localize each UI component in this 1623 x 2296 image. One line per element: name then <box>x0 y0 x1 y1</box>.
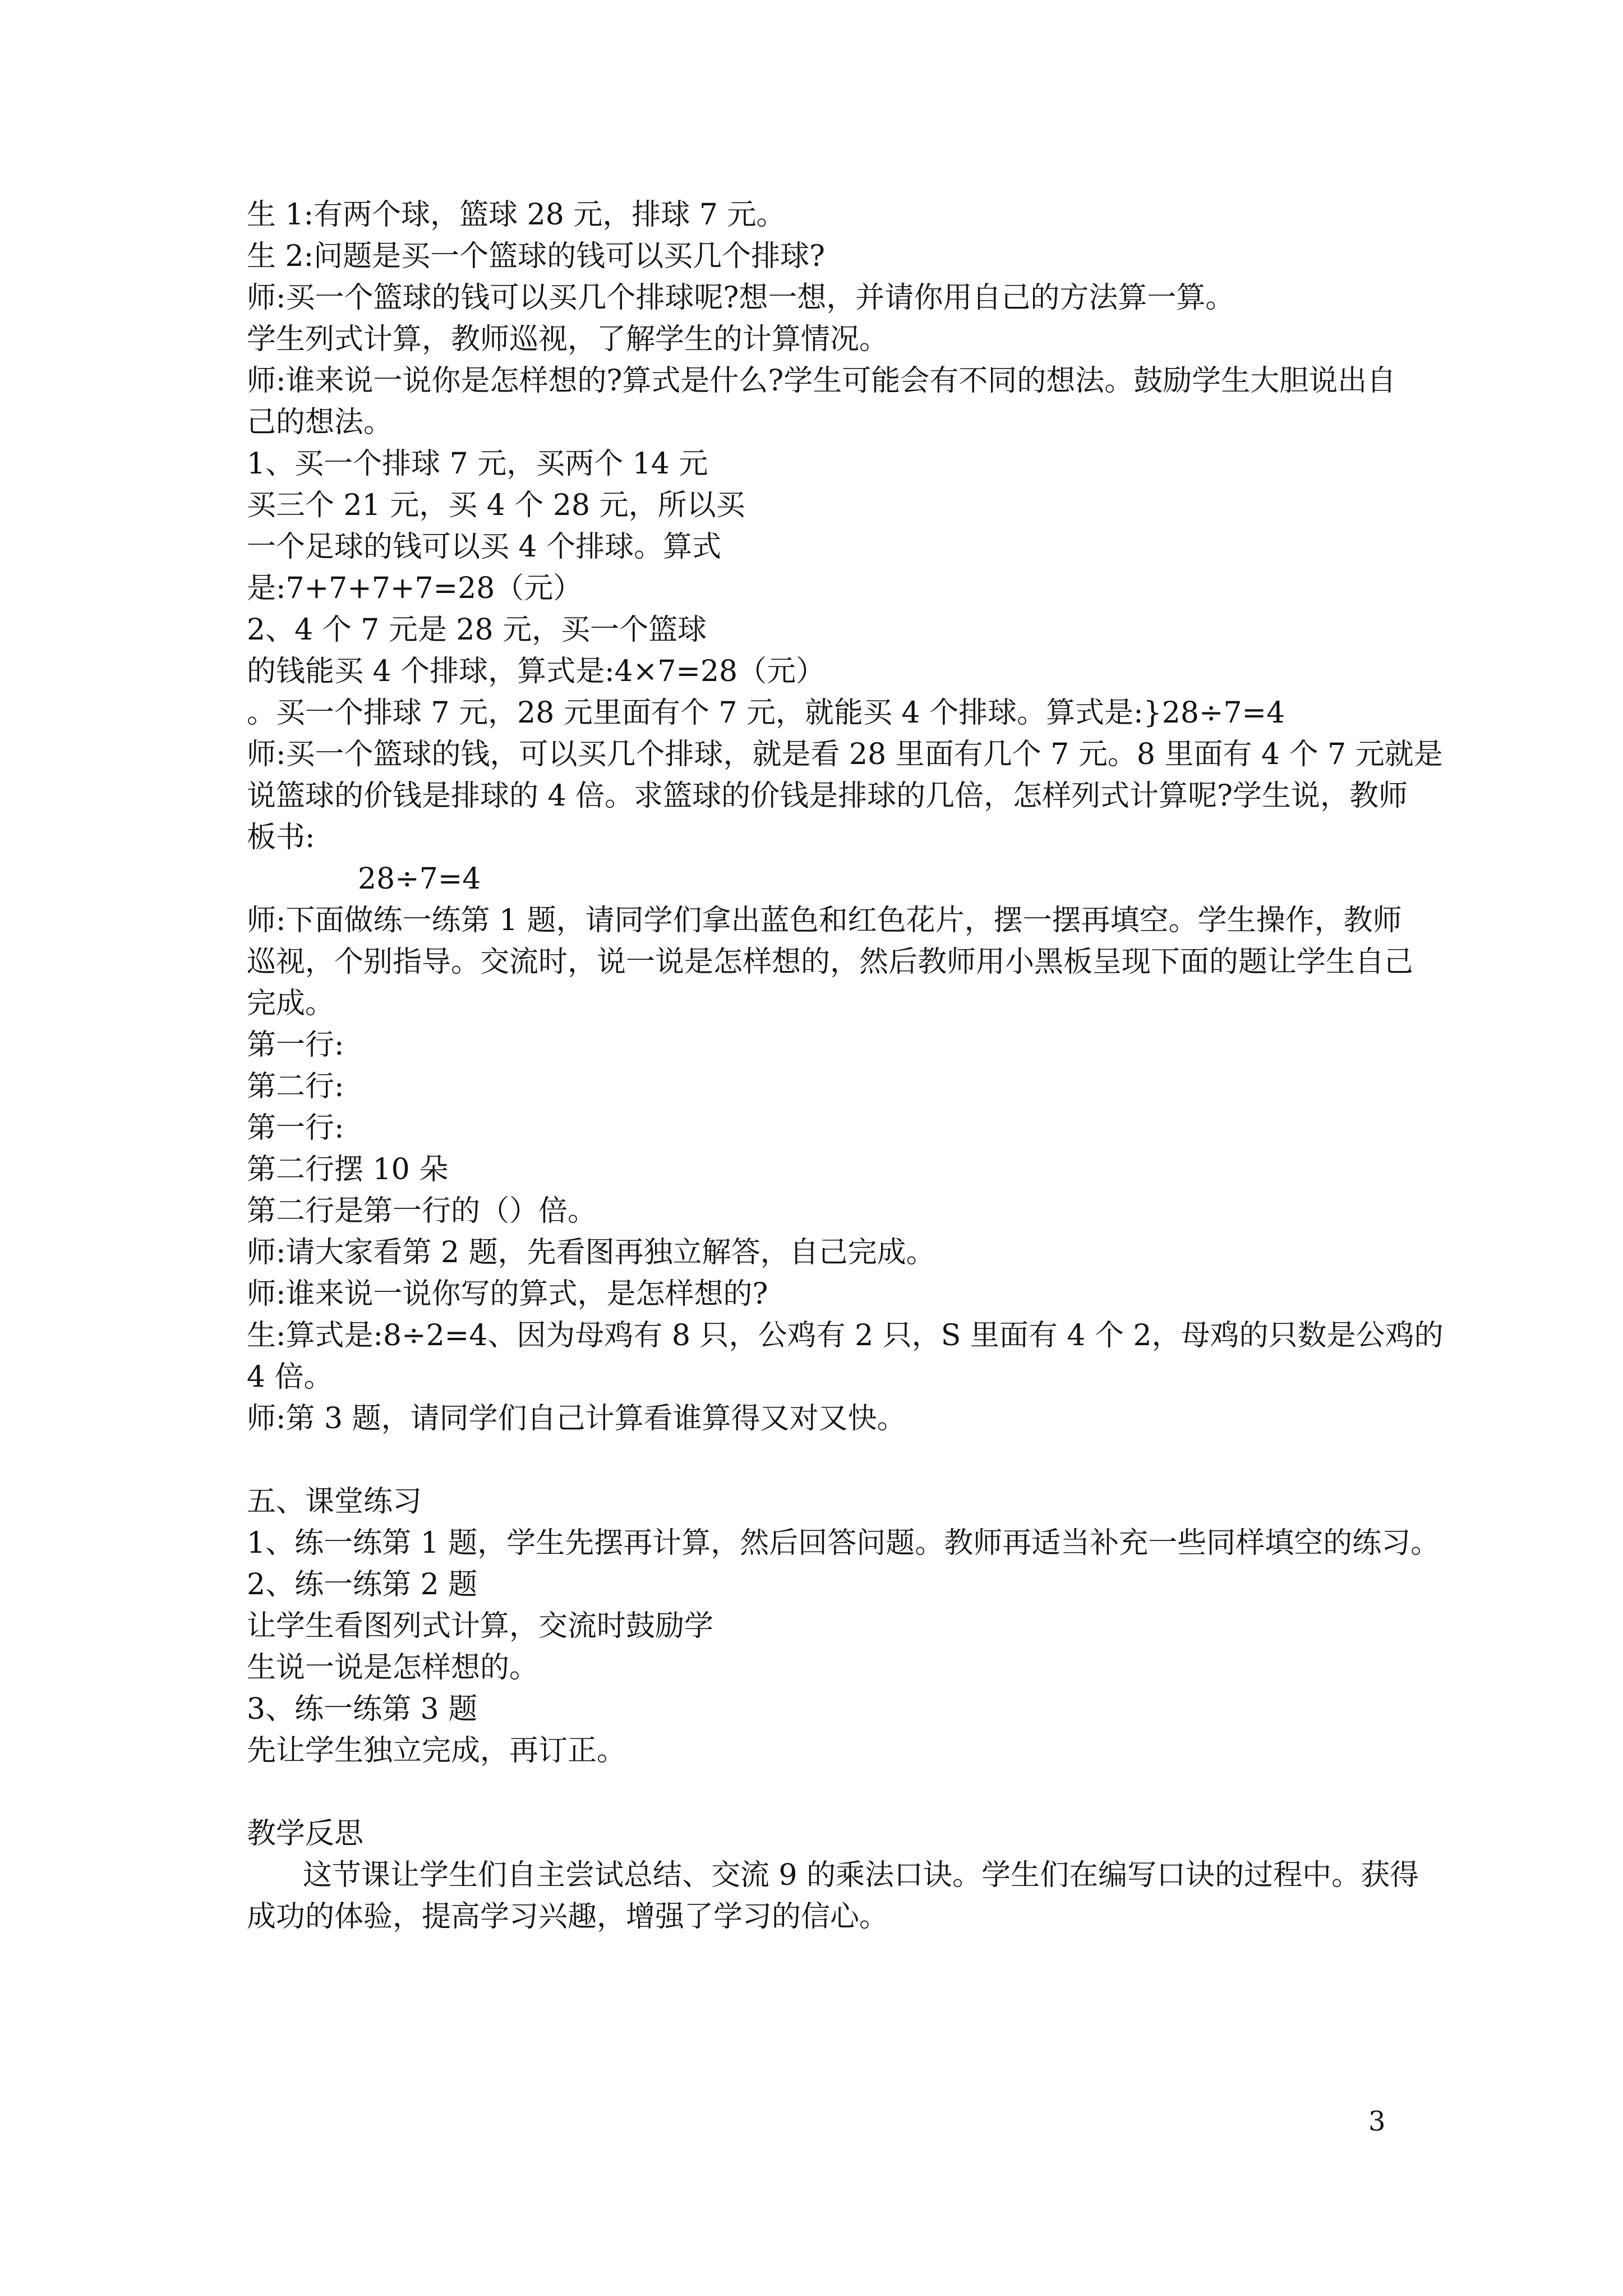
method-line: 买三个 21 元，买 4 个 28 元，所以买 <box>247 489 745 522</box>
dialogue-line: 巡视，个别指导。交流时，说一说是怎样想的，然后教师用小黑板呈现下面的题让学生自己 <box>247 945 1414 979</box>
dialogue-line: 师:第 3 题，请同学们自己计算看谁算得又对又快。 <box>247 1402 906 1435</box>
practice-line: 让学生看图列式计算，交流时鼓励学 <box>247 1609 714 1643</box>
dialogue-line: 生 2:问题是买一个篮球的钱可以买几个排球? <box>247 240 826 273</box>
method-line: 1、买一个排球 7 元，买两个 14 元 <box>247 447 708 481</box>
exercise-line: 第二行摆 10 朵 <box>247 1153 449 1186</box>
dialogue-line: 师:下面做练一练第 1 题，请同学们拿出蓝色和红色花片，摆一摆再填空。学生操作，教师 <box>247 904 1402 937</box>
dialogue-line: 师:买一个篮球的钱可以买几个排球呢?想一想，并请你用自己的方法算一算。 <box>247 281 1235 315</box>
dialogue-line: 完成。 <box>247 987 335 1020</box>
dialogue-line: 师:买一个篮球的钱，可以买几个排球，就是看 28 里面有几个 7 元。8 里面有 4 个 7 元就是 <box>247 738 1443 771</box>
dialogue-line: 说篮球的价钱是排球的 4 倍。求篮球的价钱是排球的几倍，怎样列式计算呢?学生说，教师 <box>247 779 1408 813</box>
page-number: 3 <box>1368 2106 1386 2137</box>
reflection-line: 成功的体验，提高学习兴趣，增强了学习的信心。 <box>247 1900 889 1934</box>
practice-line: 2、练一练第 2 题 <box>247 1568 478 1602</box>
dialogue-line: 4 倍。 <box>247 1360 333 1394</box>
dialogue-line: 生 1:有两个球，篮球 28 元，排球 7 元。 <box>247 198 786 232</box>
method-line: 的钱能买 4 个排球，算式是:4×7=28（元） <box>247 655 826 688</box>
method-line: 。买一个排球 7 元，28 元里面有个 7 元，就能买 4 个排球。算式是:}28÷7=4 <box>247 696 1285 730</box>
method-line: 一个足球的钱可以买 4 个排球。算式 <box>247 530 722 564</box>
section-spacer <box>247 1772 1408 1813</box>
dialogue-line: 学生列式计算，教师巡视，了解学生的计算情况。 <box>247 323 889 356</box>
method-line: 是:7+7+7+7=28（元） <box>247 572 583 605</box>
dialogue-line: 己的想法。 <box>247 406 393 439</box>
section-heading: 五、课堂练习 <box>247 1485 422 1519</box>
reflection-heading: 教学反思 <box>247 1817 364 1851</box>
dialogue-line: 板书: <box>247 821 315 854</box>
dialogue-line: 师:谁来说一说你是怎样想的?算式是什么?学生可能会有不同的想法。鼓励学生大胆说出自 <box>247 364 1396 398</box>
reflection-line: 这节课让学生们自主尝试总结、交流 9 的乘法口诀。学生们在编写口诀的过程中。获得 <box>303 1858 1419 1892</box>
practice-line: 生说一说是怎样想的。 <box>247 1651 539 1685</box>
dialogue-line: 生:算式是:8÷2=4、因为母鸡有 8 只，公鸡有 2 只，S 里面有 4 个 2，母鸡的只数是公鸡的 <box>247 1319 1444 1352</box>
exercise-line: 第一行: <box>247 1111 344 1145</box>
method-line: 2、4 个 7 元是 28 元，买一个篮球 <box>247 613 707 647</box>
section-spacer <box>247 1439 1408 1481</box>
document-body <box>247 194 1444 1938</box>
board-formula: 28÷7=4 <box>358 862 481 896</box>
exercise-line: 第二行是第一行的（）倍。 <box>247 1194 597 1228</box>
practice-line: 3、练一练第 3 题 <box>247 1692 478 1726</box>
dialogue-line: 师:请大家看第 2 题，先看图再独立解答，自己完成。 <box>247 1236 935 1269</box>
exercise-line: 第二行: <box>247 1070 344 1103</box>
exercise-line: 第一行: <box>247 1028 344 1062</box>
dialogue-line: 师:谁来说一说你写的算式，是怎样想的? <box>247 1277 768 1311</box>
practice-line: 1、练一练第 1 题，学生先摆再计算，然后回答问题。教师再适当补充一些同样填空的练习。 <box>247 1526 1440 1560</box>
practice-line: 先让学生独立完成，再订正。 <box>247 1734 626 1768</box>
